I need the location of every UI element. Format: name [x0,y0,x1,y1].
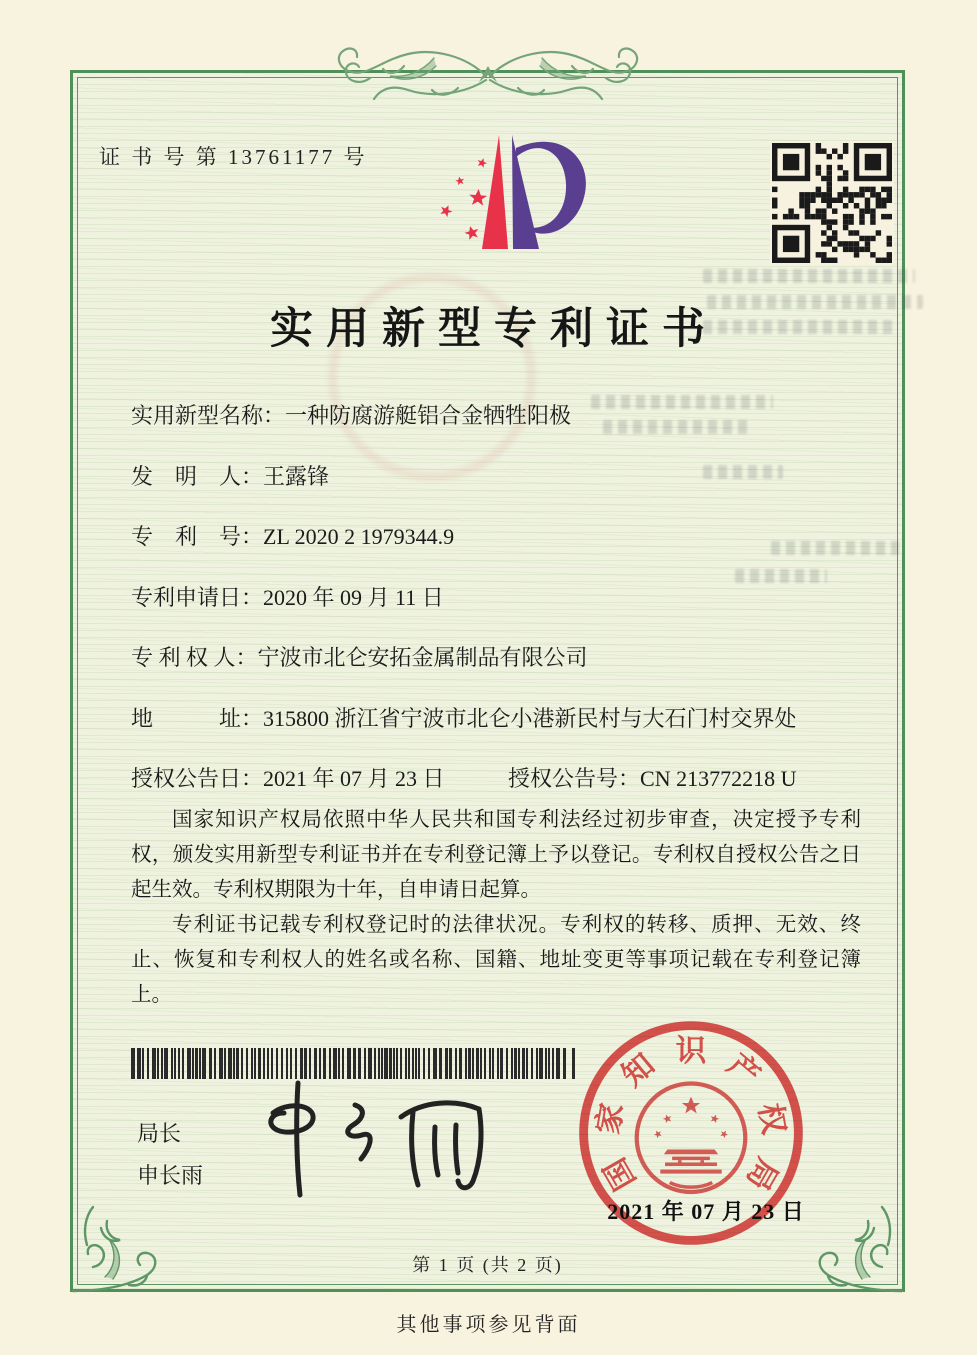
field-label: 授权公告日： [131,766,264,791]
field-label: 实用新型名称： [131,403,286,428]
legal-paragraph: 专利证书记载专利权登记时的法律状况。专利权的转移、质押、无效、终止、恢复和专利权人的姓名或名称、国籍、地址变更等事项记载在专利登记簿上。 [131,914,861,1006]
field-filing-date [131,581,871,642]
logo-stars-icon [438,157,488,241]
certificate-frame [70,70,905,1292]
field-inventor [131,460,871,521]
bleed-through-text [703,269,915,283]
seal-char: 局 [739,1152,785,1196]
certificate-number: 证 书 号 第 13761177 号 [99,145,368,169]
seal-char: 权 [752,1100,792,1137]
field-value: 2020 年 09 月 11 日 [263,584,444,610]
fields-section [131,399,871,823]
seal-char: 国 [597,1152,643,1196]
legal-paragraph: 国家知识产权局依照中华人民共和国专利法经过初步审查，决定授予专利权，颁发实用新型专利证书并在专利登记簿上予以登记。专利权自授权公告之日起生效。专利权期限为十年，自申请日起算。 [131,809,861,901]
field-value: CN 213772218 U [640,766,797,791]
field-address [131,702,871,763]
top-flourish-ornament [308,36,668,112]
cnipa-logo-icon [415,121,600,266]
field-value: 2021 年 07 月 23 日 [263,766,445,791]
seal-char: 识 [675,1034,707,1069]
seal-char: 产 [721,1047,767,1094]
field-label: 专 利 号： [131,524,264,549]
field-value: 315800 浙江省宁波市北仑小港新民村与大石门村交界处 [263,705,797,731]
field-utility-model-name [131,399,871,460]
seal-char: 家 [590,1100,630,1137]
field-value: 宁波市北仑安拓金属制品有限公司 [257,645,588,670]
back-side-note: 其他事项参见背面 [396,1314,581,1336]
field-label: 发 明 人： [131,463,264,489]
seal-char: 知 [615,1047,661,1094]
field-patent-number [131,520,871,581]
officer-name: 申长雨 [137,1163,204,1188]
field-value: ZL 2020 2 1979344.9 [263,524,455,549]
field-value: 王露锋 [263,463,330,489]
field-label: 专利申请日： [131,584,264,610]
logo-red-spike [482,135,508,249]
national-emblem-icon [637,1083,746,1192]
field-patentee [131,641,871,702]
certificate-title: 实用新型专利证书 [270,306,718,353]
field-label: 专 利 权 人： [131,645,258,670]
officer-title: 局长 [137,1121,182,1146]
seal-date: 2021 年 07 月 23 日 [607,1199,805,1224]
officer-block [137,1113,203,1197]
field-value: 一种防腐游艇铝合金牺牲阳极 [285,403,572,428]
field-label: 授权公告号： [508,766,641,791]
corner-flourish-ornament [67,1187,177,1297]
field-label: 地 址： [131,705,264,731]
commissioner-signature [253,1073,513,1208]
qr-code [770,141,894,265]
page-number: 第 1 页 (共 2 页) [412,1255,563,1275]
legal-text-section [131,803,861,1013]
